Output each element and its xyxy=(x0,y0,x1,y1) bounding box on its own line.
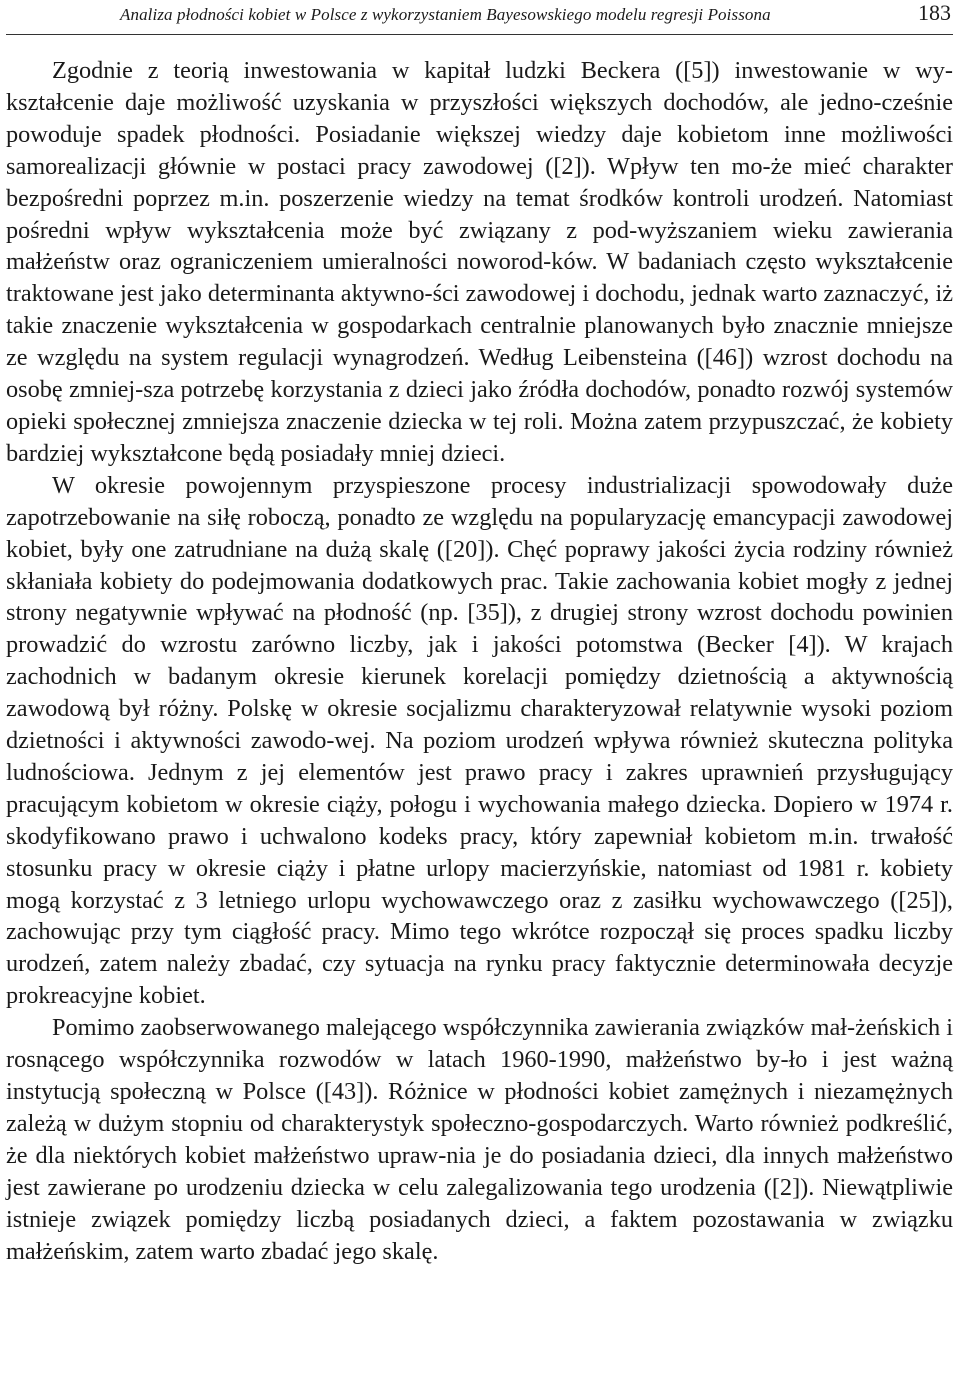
running-title: Analiza płodności kobiet w Polsce z wykorzystaniem Bayesowskiego modelu regresji Poissona xyxy=(120,5,771,24)
paragraph: W okresie powojennym przyspieszone procesy industrializacji spowodowały duże zapotrzebowanie na siłę roboczą, ponadto ze względu na popularyzację emancypacji zawodowej kobiet, były one zatrudniane na dużą skalę ([20]). Chęć poprawy jakości życia rodziny również skłaniała kobiety do podejmowania dodatkowych prac. Takie zachowania kobiet mogły z jednej strony negatywnie wpływać na płodność (np. [35]), z drugiej strony wzrost dochodu powinien prowadzić do wzrostu zarówno liczby, jak i jakości potomstwa (Becker [4]). W krajach zachodnich w badanym okresie kierunek korelacji pomiędzy dzietnością a aktywnością zawodową był różny. Polskę w okresie socjalizmu charakteryzował relatywnie wysoki poziom dzietności i aktywności zawodo-wej. Na poziom urodzeń wpływa również skuteczna polityka ludnościowa. Jednym z jej elementów jest prawo pracy i zakres uprawnień przysługujący pracującym kobietom w okresie ciąży, połogu i wychowania małego dziecka. Dopiero w 1974 r. skodyfikowano prawo i uchwalono kodeks pracy, który zapewniał kobietom m.in. trwałość stosunku pracy w okresie ciąży i płatne urlopy macierzyńskie, natomiast od 1981 r. kobiety mogą korzystać z 3 letniego urlopu wychowawczego oraz z zasiłku wychowawczego ([25]), zachowując przy tym ciągłość pracy. Mimo tego wkrótce rozpoczął się proces spadku liczby urodzeń, zatem należy zbadać, czy sytuacja na rynku pracy faktycznie determinowała decyzje prokreacyjne kobiet. xyxy=(6,471,953,1010)
paragraph: Zgodnie z teorią inwestowania w kapitał ludzki Beckera ([5]) inwestowanie w wy-kształcenie daje możliwość uzyskania w przyszłości większych dochodów, ale jedno-cześnie powoduje spadek płodności. Posiadanie większej wiedzy daje kobietom inne możliwości samorealizacji głównie w postaci pracy zawodowej ([2]). Wpływ ten mo-że mieć charakter bezpośredni poprzez m.in. poszerzenie wiedzy na temat środków kontroli urodzeń. Natomiast pośredni wpływ wykształcenia może być związany z pod-wyższaniem wieku zawierania małżeństw oraz ograniczeniem umieralności noworod-ków. W badaniach często wykształcenie traktowane jest jako determinanta aktywno-ści zawodowej i dochodu, jednak warto zaznaczyć, iż takie znaczenie wykształcenia w gospodarkach centralnie planowanych było znacznie mniejsze ze względu na system regulacji wynagrodzeń. Według Leibensteina ([46]) wzrost dochodu na osobę zmniej-sza potrzebę korzystania z dzieci jako źródła dochodów, ponadto rozwój systemów opieki społecznej zmniejsza znaczenie dziecka w tej roli. Można zatem przypuszczać, że kobiety bardziej wykształcone będą posiadały mniej dzieci. xyxy=(6,57,953,467)
running-header xyxy=(6,0,953,35)
page-number: 183 xyxy=(918,0,951,25)
body-text xyxy=(6,55,953,1267)
paragraph: Pomimo zaobserwowanego malejącego współczynnika zawierania związków mał-żeńskich i rosnącego współczynnika rozwodów w latach 1960-1990, małżeństwo by-ło i jest ważną instytucją społeczną w Polsce ([43]). Różnice w płodności kobiet zamężnych i niezamężnych zależą w dużym stopniu od charakterystyk społeczno-gospodarczych. Warto również podkreślić, że dla niektórych kobiet małżeństwo upraw-nia je do posiadania dzieci, dla innych małżeństwo jest zawierane po urodzeniu dziecka w celu zalegalizowania tego urodzenia ([2]). Niewątpliwie istnieje związek pomiędzy liczbą posiadanych dzieci, a faktem pozostawania w związku małżeńskim, zatem warto zbadać jego skalę. xyxy=(6,1014,953,1265)
